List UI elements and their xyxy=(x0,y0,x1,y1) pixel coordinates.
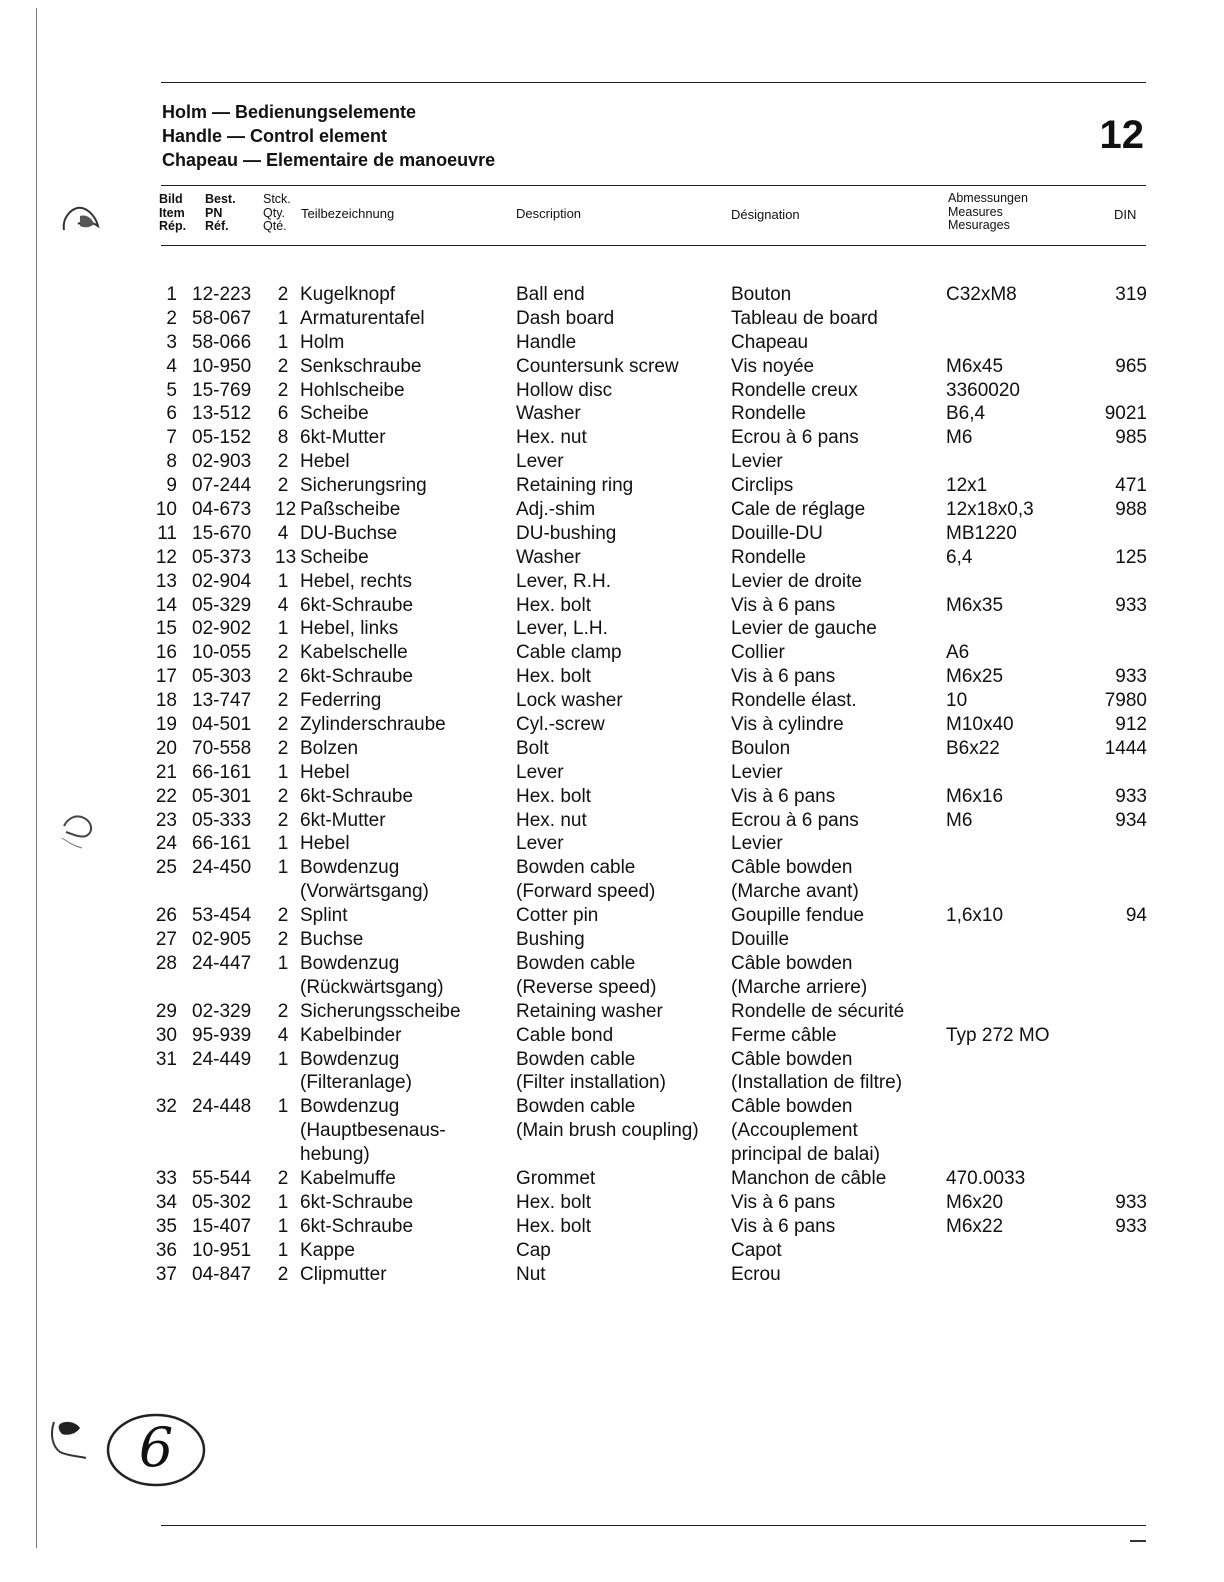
quantity: 2 xyxy=(277,905,289,927)
quantity: 2 xyxy=(277,809,289,831)
part-description-en: Hollow disc xyxy=(516,379,613,401)
item-number: 25 xyxy=(155,857,177,879)
item-number: 19 xyxy=(155,714,177,736)
item-number: 23 xyxy=(155,809,177,831)
part-designation-fr: Levier xyxy=(731,451,783,473)
part-dimensions: M6x16 xyxy=(946,785,1004,807)
part-name-de: (Rückwärtsgang) xyxy=(300,976,444,998)
part-designation-fr: Bouton xyxy=(731,284,792,305)
part-number: 02-329 xyxy=(192,1000,252,1022)
part-description-en: Lever xyxy=(516,451,564,473)
scan-mark-icon xyxy=(60,808,102,852)
part-designation-fr: Câble bowden xyxy=(731,952,853,974)
part-name-de: Paßscheibe xyxy=(300,499,401,521)
part-designation-fr: Chapeau xyxy=(731,331,809,353)
quantity: 2 xyxy=(277,1263,289,1285)
part-designation-fr: Douille xyxy=(731,929,790,951)
item-number: 7 xyxy=(166,427,177,449)
part-name-de: Hebel xyxy=(300,451,350,473)
part-description-en: Dash board xyxy=(516,307,615,329)
item-number: 15 xyxy=(155,618,177,640)
part-number: 15-407 xyxy=(192,1215,252,1237)
part-description-en: Bushing xyxy=(516,929,585,951)
part-number: 05-373 xyxy=(192,546,252,568)
part-name-de: Sicherungsring xyxy=(300,475,427,497)
item-number: 32 xyxy=(155,1096,177,1118)
din-standard: 933 xyxy=(1115,666,1147,688)
part-designation-fr: principal de balai) xyxy=(731,1144,880,1166)
part-dimensions: C32xM8 xyxy=(946,284,1017,305)
quantity: 2 xyxy=(277,714,289,736)
din-standard: 94 xyxy=(1125,905,1147,927)
din-standard: 7980 xyxy=(1104,690,1147,712)
item-number: 14 xyxy=(155,594,177,616)
item-number: 1 xyxy=(166,284,177,305)
part-name-de: (Hauptbesenaus- xyxy=(300,1120,446,1142)
header-qty: Stck. Qty. Qté. xyxy=(263,192,291,233)
quantity: 2 xyxy=(277,451,289,473)
item-number: 26 xyxy=(155,905,177,927)
part-dimensions: 12x18x0,3 xyxy=(946,499,1034,521)
part-name-de: Hebel xyxy=(300,761,350,783)
item-number: 37 xyxy=(155,1263,177,1285)
part-description-en: Handle xyxy=(516,331,577,353)
part-number: 10-055 xyxy=(192,642,252,664)
part-designation-fr: (Marche avant) xyxy=(731,881,859,903)
part-number: 10-950 xyxy=(192,355,252,377)
part-name-de: Kugelknopf xyxy=(300,284,396,305)
part-name-de: hebung) xyxy=(300,1144,370,1166)
part-name-de: Clipmutter xyxy=(300,1263,387,1285)
part-name-de: Hohlscheibe xyxy=(300,379,405,401)
part-designation-fr: (Installation de filtre) xyxy=(731,1072,903,1094)
quantity: 2 xyxy=(277,642,289,664)
part-dimensions: M6x25 xyxy=(946,666,1004,688)
part-name-de: 6kt-Schraube xyxy=(300,1215,414,1237)
part-designation-fr: Câble bowden xyxy=(731,857,853,879)
quantity: 4 xyxy=(277,1024,289,1046)
part-description-en: Bowden cable xyxy=(516,1048,636,1070)
part-number: 05-333 xyxy=(192,809,252,831)
din-standard: 125 xyxy=(1115,546,1147,568)
title-english: Handle — Control element xyxy=(162,126,388,146)
part-number: 95-939 xyxy=(192,1024,252,1046)
part-description-en: Cotter pin xyxy=(516,905,599,927)
bottom-rule xyxy=(161,1525,1146,1526)
part-number: 12-223 xyxy=(192,284,252,305)
quantity: 2 xyxy=(277,666,289,688)
part-number: 05-152 xyxy=(192,427,252,449)
part-designation-fr: Vis à 6 pans xyxy=(731,785,836,807)
part-designation-fr: Capot xyxy=(731,1239,782,1261)
quantity: 12 xyxy=(275,499,297,521)
part-designation-fr: Vis noyée xyxy=(731,355,815,377)
quantity: 2 xyxy=(277,355,289,377)
part-designation-fr: Manchon de câble xyxy=(731,1167,887,1189)
din-standard: 933 xyxy=(1115,1215,1147,1237)
part-number: 24-449 xyxy=(192,1048,252,1070)
part-dimensions: M6x22 xyxy=(946,1215,1004,1237)
part-name-de: Buchse xyxy=(300,929,364,951)
item-number: 13 xyxy=(155,570,177,592)
part-number: 66-161 xyxy=(192,761,252,783)
quantity: 4 xyxy=(277,594,289,616)
header-bottom-rule xyxy=(161,245,1146,246)
part-designation-fr: Rondelle élast. xyxy=(731,690,857,712)
part-number: 66-161 xyxy=(192,833,252,855)
part-name-de: DU-Buchse xyxy=(300,522,398,544)
part-designation-fr: Vis à 6 pans xyxy=(731,666,836,688)
part-designation-fr: Cale de réglage xyxy=(731,499,866,521)
part-name-de: 6kt-Schraube xyxy=(300,1191,414,1213)
part-number: 58-066 xyxy=(192,331,252,353)
part-name-de: Sicherungsscheibe xyxy=(300,1000,461,1022)
part-number: 55-544 xyxy=(192,1167,252,1189)
part-number: 10-951 xyxy=(192,1239,252,1261)
quantity: 1 xyxy=(277,331,289,353)
quantity: 8 xyxy=(277,427,289,449)
header-designation: Désignation xyxy=(731,207,800,222)
quantity: 1 xyxy=(277,952,289,974)
part-description-en: DU-bushing xyxy=(516,522,617,544)
part-number: 02-903 xyxy=(192,451,252,473)
part-description-en: (Filter installation) xyxy=(516,1072,666,1094)
part-number: 15-670 xyxy=(192,522,252,544)
header-name: Teilbezeichnung xyxy=(301,206,395,221)
part-designation-fr: Levier de gauche xyxy=(731,618,877,640)
quantity: 2 xyxy=(277,284,289,305)
quantity: 1 xyxy=(277,761,289,783)
part-dimensions: M6x45 xyxy=(946,355,1004,377)
part-name-de: Zylinderschraube xyxy=(300,714,446,736)
item-number: 24 xyxy=(155,833,177,855)
handwritten-circled-number xyxy=(104,1410,208,1495)
item-number: 30 xyxy=(155,1024,177,1046)
item-number: 8 xyxy=(166,451,177,473)
quantity: 2 xyxy=(277,379,289,401)
part-designation-fr: Levier xyxy=(731,761,783,783)
top-rule xyxy=(161,82,1146,83)
part-description-en: Hex. bolt xyxy=(516,1191,591,1213)
part-name-de: Bowdenzug xyxy=(300,1048,400,1070)
quantity: 2 xyxy=(277,737,289,759)
part-dimensions: 10 xyxy=(946,690,968,712)
part-description-en: Ball end xyxy=(516,284,585,305)
quantity: 6 xyxy=(277,403,289,425)
part-dimensions: 6,4 xyxy=(946,546,973,568)
handwritten-number: 6 xyxy=(138,1416,174,1479)
part-name-de: Scheibe xyxy=(300,403,369,425)
part-designation-fr: Ecrou à 6 pans xyxy=(731,427,859,449)
part-number: 13-747 xyxy=(192,690,252,712)
item-number: 12 xyxy=(155,546,177,568)
part-designation-fr: Vis à 6 pans xyxy=(731,594,836,616)
part-description-en: Hex. nut xyxy=(516,809,587,831)
part-description-en: Lever xyxy=(516,833,564,855)
quantity: 1 xyxy=(277,1096,289,1118)
part-designation-fr: Ecrou à 6 pans xyxy=(731,809,859,831)
part-description-en: Cyl.-screw xyxy=(516,714,605,736)
part-number: 02-905 xyxy=(192,929,252,951)
item-number: 29 xyxy=(155,1000,177,1022)
dash-mark-icon xyxy=(1128,1538,1148,1544)
quantity: 2 xyxy=(277,475,289,497)
quantity: 4 xyxy=(277,522,289,544)
part-number: 24-448 xyxy=(192,1096,252,1118)
item-number: 3 xyxy=(166,331,177,353)
part-description-en: Lock washer xyxy=(516,690,623,712)
item-number: 33 xyxy=(155,1167,177,1189)
part-name-de: 6kt-Schraube xyxy=(300,785,414,807)
part-designation-fr: Tableau de board xyxy=(731,307,878,329)
part-description-en: Hex. bolt xyxy=(516,1215,591,1237)
din-standard: 933 xyxy=(1115,785,1147,807)
part-name-de: Kappe xyxy=(300,1239,355,1261)
part-name-de: Federring xyxy=(300,690,382,712)
header-din: DIN xyxy=(1114,207,1137,222)
part-number: 53-454 xyxy=(192,905,252,927)
part-number: 07-244 xyxy=(192,475,252,497)
part-number: 24-447 xyxy=(192,952,252,974)
part-description-en: Nut xyxy=(516,1263,546,1285)
part-description-en: Cable bond xyxy=(516,1024,614,1046)
quantity: 1 xyxy=(277,1215,289,1237)
left-margin-line xyxy=(36,8,37,1548)
item-number: 36 xyxy=(155,1239,177,1261)
item-number: 6 xyxy=(166,403,177,425)
part-designation-fr: Rondelle creux xyxy=(731,379,858,401)
part-description-en: Hex. bolt xyxy=(516,666,591,688)
item-number: 2 xyxy=(166,307,177,329)
part-description-en: (Main brush coupling) xyxy=(516,1120,699,1142)
header-dimensions: Abmessungen Measures Mesurages xyxy=(948,191,1028,232)
part-dimensions: 3360020 xyxy=(946,379,1020,401)
din-standard: 933 xyxy=(1115,594,1147,616)
header-pn: Best. PN Réf. xyxy=(205,192,236,233)
item-number: 9 xyxy=(166,475,177,497)
item-number: 17 xyxy=(155,666,177,688)
part-designation-fr: (Marche arriere) xyxy=(731,976,868,998)
part-designation-fr: Vis à cylindre xyxy=(731,714,844,736)
part-number: 13-512 xyxy=(192,403,252,425)
part-number: 02-902 xyxy=(192,618,252,640)
page-title xyxy=(162,100,495,172)
part-number: 15-769 xyxy=(192,379,252,401)
page-number: 12 xyxy=(1099,113,1144,157)
din-standard: 912 xyxy=(1115,714,1147,736)
part-designation-fr: Douille-DU xyxy=(731,522,823,544)
part-description-en: Retaining ring xyxy=(516,475,634,497)
header-item: Bild Item Rép. xyxy=(159,192,187,233)
item-number: 16 xyxy=(155,642,177,664)
item-number: 21 xyxy=(155,761,177,783)
part-description-en: Hex. bolt xyxy=(516,594,591,616)
part-designation-fr: Levier de droite xyxy=(731,570,862,592)
part-description-en: Hex. nut xyxy=(516,427,587,449)
part-name-de: Splint xyxy=(300,905,348,927)
part-description-en: Bowden cable xyxy=(516,1096,636,1118)
part-dimensions: 1,6x10 xyxy=(946,905,1004,927)
part-description-en: Washer xyxy=(516,546,581,568)
part-description-en: (Forward speed) xyxy=(516,881,656,903)
din-standard: 1444 xyxy=(1104,737,1147,759)
part-designation-fr: Vis à 6 pans xyxy=(731,1215,836,1237)
part-name-de: Hebel, rechts xyxy=(300,570,412,592)
part-number: 04-847 xyxy=(192,1263,252,1285)
part-name-de: 6kt-Schraube xyxy=(300,594,414,616)
part-description-en: Retaining washer xyxy=(516,1000,663,1022)
quantity: 1 xyxy=(277,307,289,329)
part-name-de: Kabelschelle xyxy=(300,642,408,664)
part-name-de: Senkschraube xyxy=(300,355,422,377)
header-description: Description xyxy=(516,206,582,221)
item-number: 34 xyxy=(155,1191,177,1213)
part-description-en: Cable clamp xyxy=(516,642,622,664)
part-designation-fr: Collier xyxy=(731,642,785,664)
part-number: 04-501 xyxy=(192,714,252,736)
part-description-en: Lever, L.H. xyxy=(516,618,608,640)
quantity: 2 xyxy=(277,1000,289,1022)
part-designation-fr: Rondelle xyxy=(731,546,806,568)
part-designation-fr: Câble bowden xyxy=(731,1048,853,1070)
din-standard: 985 xyxy=(1115,427,1147,449)
part-designation-fr: Ferme câble xyxy=(731,1024,837,1046)
quantity: 1 xyxy=(277,1191,289,1213)
scan-mark-icon xyxy=(46,1418,98,1462)
din-standard: 319 xyxy=(1115,284,1147,305)
part-dimensions: M6 xyxy=(946,809,973,831)
item-number: 4 xyxy=(166,355,177,377)
part-dimensions: Typ 272 MO xyxy=(946,1024,1050,1046)
part-description-en: Lever, R.H. xyxy=(516,570,612,592)
part-description-en: Cap xyxy=(516,1239,551,1261)
part-dimensions: B6,4 xyxy=(946,403,986,425)
part-name-de: 6kt-Mutter xyxy=(300,427,386,449)
item-number: 5 xyxy=(166,379,177,401)
item-number: 31 xyxy=(155,1048,177,1070)
part-designation-fr: Câble bowden xyxy=(731,1096,853,1118)
quantity: 1 xyxy=(277,1048,289,1070)
part-name-de: Scheibe xyxy=(300,546,369,568)
part-dimensions: 12x1 xyxy=(946,475,988,497)
quantity: 1 xyxy=(277,833,289,855)
part-name-de: Armaturentafel xyxy=(300,307,425,329)
part-designation-fr: Goupille fendue xyxy=(731,905,865,927)
part-designation-fr: Rondelle xyxy=(731,403,806,425)
part-name-de: 6kt-Schraube xyxy=(300,666,414,688)
item-number: 11 xyxy=(157,522,177,544)
part-description-en: Countersunk screw xyxy=(516,355,679,377)
part-number: 04-673 xyxy=(192,499,252,521)
part-dimensions: M6 xyxy=(946,427,973,449)
part-name-de: Holm xyxy=(300,331,345,353)
item-number: 22 xyxy=(155,785,177,807)
quantity: 2 xyxy=(277,1167,289,1189)
part-number: 02-904 xyxy=(192,570,252,592)
title-french: Chapeau — Elementaire de manoeuvre xyxy=(162,150,496,170)
item-number: 35 xyxy=(155,1215,177,1237)
quantity: 1 xyxy=(277,857,289,879)
din-standard: 471 xyxy=(1115,475,1147,497)
part-designation-fr: Rondelle de sécurité xyxy=(731,1000,905,1022)
part-dimensions: M10x40 xyxy=(946,714,1014,736)
part-name-de: (Vorwärtsgang) xyxy=(300,881,429,903)
part-description-en: Grommet xyxy=(516,1167,596,1189)
part-description-en: Bowden cable xyxy=(516,952,636,974)
part-dimensions: MB1220 xyxy=(946,522,1017,544)
part-designation-fr: Boulon xyxy=(731,737,791,759)
part-name-de: 6kt-Mutter xyxy=(300,809,386,831)
item-number: 10 xyxy=(155,499,177,521)
din-standard: 965 xyxy=(1115,355,1147,377)
part-designation-fr: Circlips xyxy=(731,475,794,497)
item-number: 27 xyxy=(155,929,177,951)
quantity: 2 xyxy=(277,929,289,951)
part-description-en: Washer xyxy=(516,403,581,425)
scan-mark-icon xyxy=(60,200,104,236)
part-name-de: Hebel xyxy=(300,833,350,855)
item-number: 28 xyxy=(155,952,177,974)
din-standard: 9021 xyxy=(1104,403,1147,425)
part-description-en: Bolt xyxy=(516,737,549,759)
part-designation-fr: Vis à 6 pans xyxy=(731,1191,836,1213)
din-standard: 933 xyxy=(1115,1191,1147,1213)
part-description-en: Bowden cable xyxy=(516,857,636,879)
part-dimensions: M6x35 xyxy=(946,594,1004,616)
part-number: 05-301 xyxy=(192,785,252,807)
part-dimensions: A6 xyxy=(946,642,970,664)
part-description-en: Hex. bolt xyxy=(516,785,591,807)
din-standard: 934 xyxy=(1115,809,1147,831)
quantity: 13 xyxy=(275,546,297,568)
part-number: 05-302 xyxy=(192,1191,252,1213)
part-name-de: Bowdenzug xyxy=(300,952,400,974)
part-designation-fr: Ecrou xyxy=(731,1263,781,1285)
part-description-en: (Reverse speed) xyxy=(516,976,657,998)
part-designation-fr: (Accouplement xyxy=(731,1120,858,1142)
quantity: 2 xyxy=(277,785,289,807)
title-german: Holm — Bedienungselemente xyxy=(162,102,417,122)
part-name-de: Bowdenzug xyxy=(300,1096,400,1118)
item-number: 20 xyxy=(155,737,177,759)
part-name-de: Bowdenzug xyxy=(300,857,400,879)
part-dimensions: M6x20 xyxy=(946,1191,1004,1213)
din-standard: 988 xyxy=(1115,499,1147,521)
part-name-de: Kabelmuffe xyxy=(300,1167,396,1189)
part-number: 58-067 xyxy=(192,307,252,329)
part-number: 24-450 xyxy=(192,857,252,879)
part-name-de: (Filteranlage) xyxy=(300,1072,412,1094)
item-number: 18 xyxy=(155,690,177,712)
quantity: 1 xyxy=(277,570,289,592)
quantity: 1 xyxy=(277,1239,289,1261)
part-number: 70-558 xyxy=(192,737,252,759)
quantity: 1 xyxy=(277,618,289,640)
part-number: 05-329 xyxy=(192,594,252,616)
part-description-en: Lever xyxy=(516,761,564,783)
part-name-de: Kabelbinder xyxy=(300,1024,402,1046)
part-dimensions: 470.0033 xyxy=(946,1167,1026,1189)
part-designation-fr: Levier xyxy=(731,833,783,855)
quantity: 2 xyxy=(277,690,289,712)
part-name-de: Bolzen xyxy=(300,737,359,759)
part-description-en: Adj.-shim xyxy=(516,499,596,521)
part-dimensions: B6x22 xyxy=(946,737,1000,759)
header-top-rule xyxy=(161,185,1146,186)
part-name-de: Hebel, links xyxy=(300,618,399,640)
part-number: 05-303 xyxy=(192,666,252,688)
